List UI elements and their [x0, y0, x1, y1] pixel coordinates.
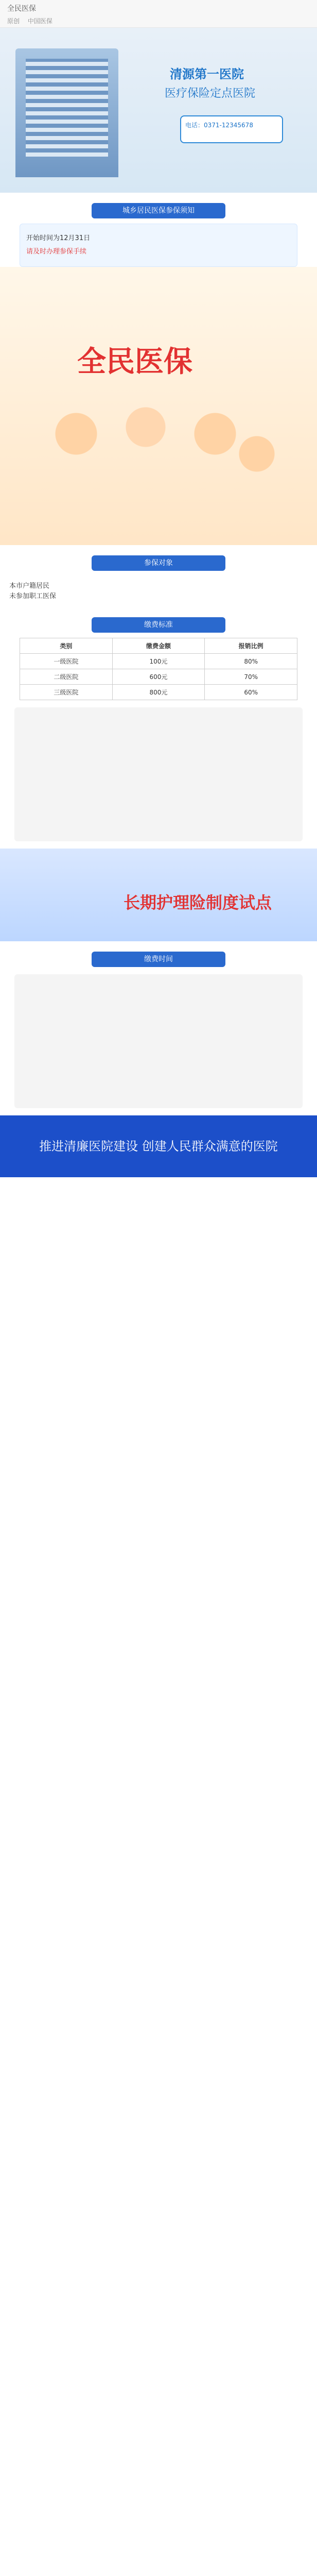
note	[0, 576, 317, 607]
table-cell: 800元	[112, 685, 205, 700]
meta	[7, 16, 310, 25]
table-cell: 600元	[112, 669, 205, 685]
page-title: 全民医保	[7, 5, 36, 13]
banner-title: 长期护理险制度试点	[124, 893, 272, 912]
section-title: 参保对象	[92, 555, 225, 571]
info-text: 开始时间为12月31日	[26, 234, 91, 242]
hospital-building	[15, 48, 118, 177]
phone-box: 电话：0371-12345678	[180, 115, 283, 143]
illustration	[14, 974, 303, 1108]
table-cell: 二级医院	[20, 669, 113, 685]
table-cell: 三级医院	[20, 685, 113, 700]
footer-banner: 推进清廉医院建设 创建人民群众满意的医院	[0, 1115, 317, 1177]
section-title: 城乡居民医保参保须知	[92, 203, 225, 218]
promo-banner	[0, 849, 317, 941]
hospital-name: 清源第一医院	[170, 67, 244, 81]
meta-item: 原创	[7, 18, 20, 25]
fee-table	[20, 638, 297, 700]
table-head: 报销比例	[205, 638, 297, 654]
table-cell: 一级医院	[20, 654, 113, 669]
table-head: 类别	[20, 638, 113, 654]
table-row	[20, 669, 297, 685]
table-row	[20, 685, 297, 700]
people-illustration	[21, 380, 298, 514]
note-text: 本市户籍居民	[9, 582, 50, 590]
hospital-tag: 医疗保险定点医院	[165, 87, 256, 100]
top-bar	[0, 0, 317, 28]
table-cell: 80%	[205, 654, 297, 669]
section-title: 缴费标准	[92, 617, 225, 633]
table-cell: 70%	[205, 669, 297, 685]
section-title: 缴费时间	[92, 952, 225, 967]
table-cell: 100元	[112, 654, 205, 669]
table-cell: 60%	[205, 685, 297, 700]
info-text: 请及时办理参保手续	[26, 248, 87, 256]
meta-item[interactable]: 中国医保	[27, 18, 52, 25]
info-block	[20, 224, 297, 267]
note-text: 未参加职工医保	[9, 592, 57, 600]
hero-banner	[0, 28, 317, 193]
poster-title: 全民医保	[77, 345, 192, 379]
illustration	[14, 707, 303, 841]
table-row	[20, 654, 297, 669]
table-header	[20, 638, 297, 654]
table-head: 缴费金额	[112, 638, 205, 654]
poster	[0, 267, 317, 545]
